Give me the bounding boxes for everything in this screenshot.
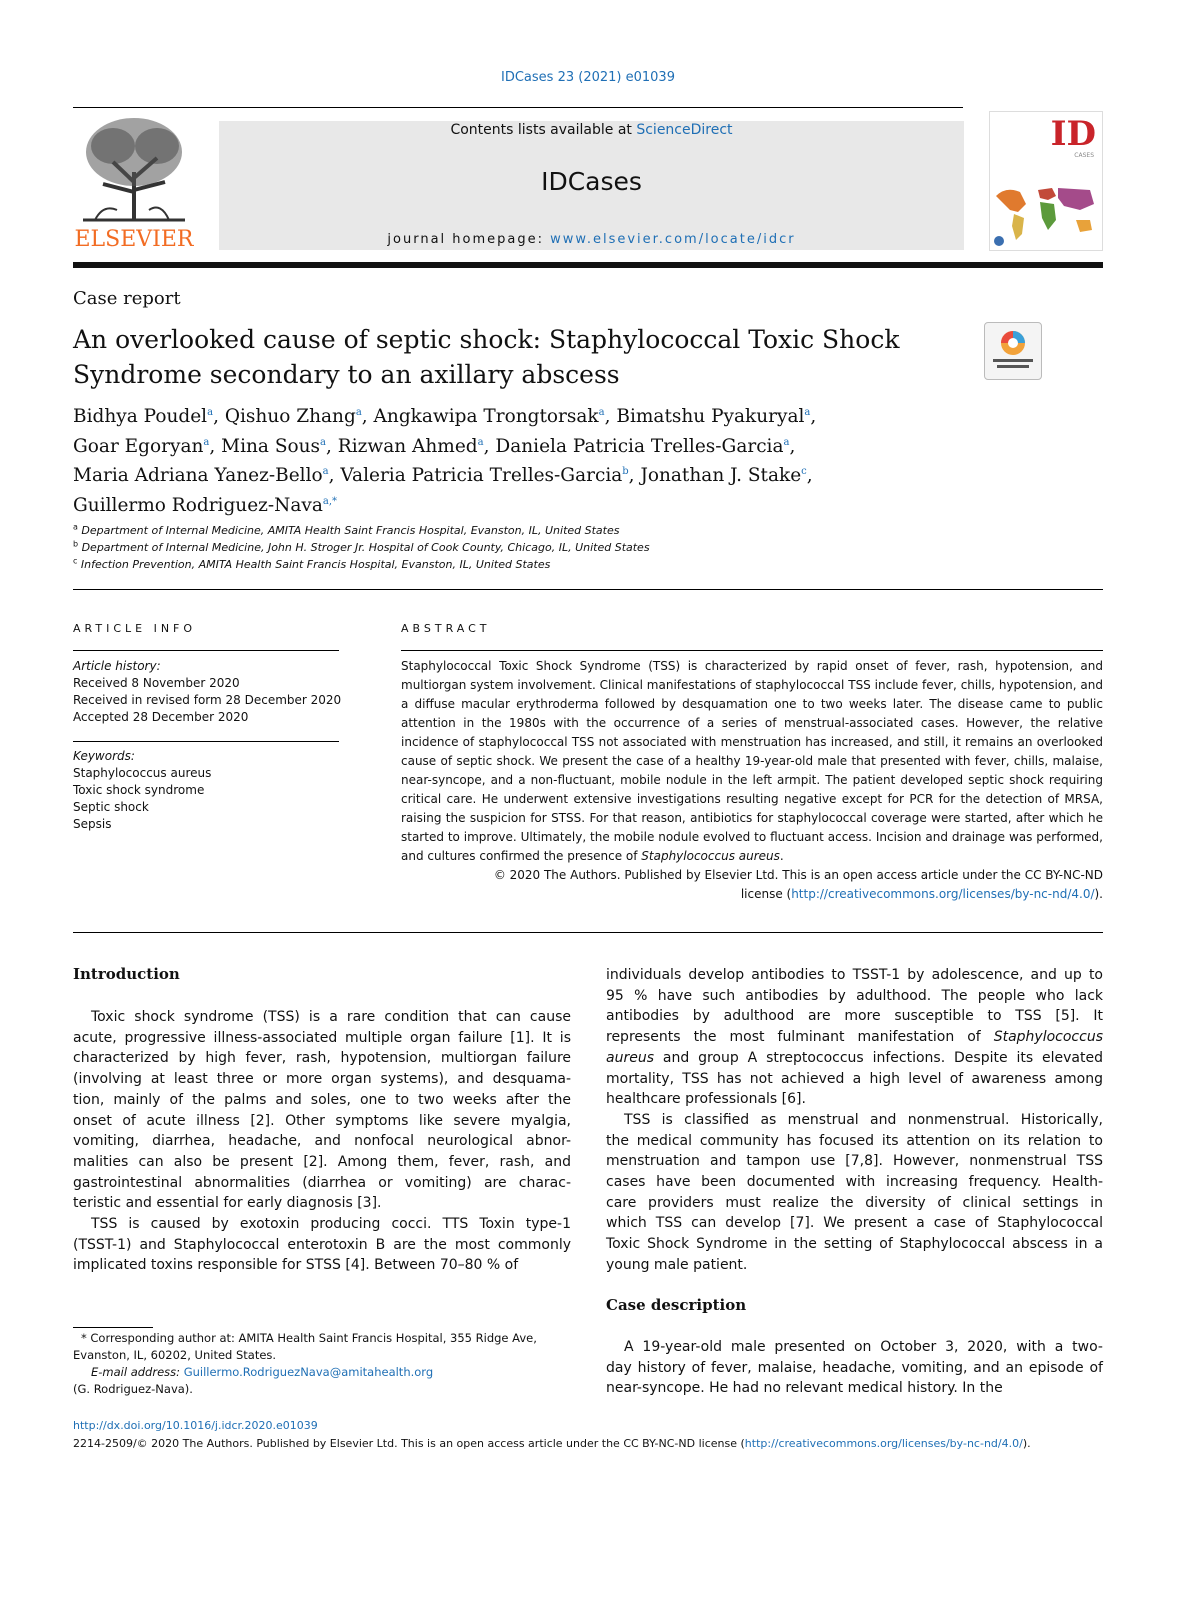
case-description-heading: Case description xyxy=(606,1296,747,1314)
keyword: Sepsis xyxy=(73,817,112,831)
body-line: aureus and group A streptococcus infections. Despite its elevated xyxy=(606,1049,1103,1066)
body-line: antibodies by adulthood are more susceptible to TSS [5]. It xyxy=(606,1008,1103,1025)
affiliation-text: Department of Internal Medicine, AMITA Health Saint Francis Hospital, Evanston, IL, United States xyxy=(81,524,620,537)
affiliation-text: Infection Prevention, AMITA Health Saint Francis Hospital, Evanston, IL, United States xyxy=(80,558,551,571)
homepage-line xyxy=(219,232,964,247)
author-affiliation-mark[interactable]: a xyxy=(477,436,484,448)
author-name[interactable]: Rizwan Ahmed xyxy=(337,435,478,457)
homepage-prefix: journal homepage: xyxy=(387,232,551,247)
article-type: Case report xyxy=(73,288,181,309)
footnote-star: * xyxy=(81,1331,87,1345)
body-line: A 19-year-old male presented on October 3, 2020, with a two- xyxy=(624,1339,1103,1355)
body-line: (TSST-1) and Staphylococcal enterotoxin B are the most commonly xyxy=(73,1236,571,1253)
article-info-rule xyxy=(73,650,339,651)
accepted-date: Accepted 28 December 2020 xyxy=(73,710,249,724)
body-line: near-syncope. He had no relevant medical history. In the xyxy=(606,1380,1003,1397)
introduction-heading: Introduction xyxy=(73,965,180,983)
author-name[interactable]: Maria Adriana Yanez-Bello xyxy=(73,465,323,486)
cover-subtitle: CASES xyxy=(1074,152,1094,159)
author-affiliation-mark[interactable]: a,* xyxy=(322,495,338,507)
body-line: menstruation and tampon use [7,8]. However, nonmenstrual TSS xyxy=(606,1153,1103,1170)
affiliation-c xyxy=(73,558,550,571)
abstract-license-link[interactable]: http://creativecommons.org/licenses/by-nc-nd/4.0/ xyxy=(791,887,1095,901)
body-line: care providers must realize the diversity of clinical settings in xyxy=(606,1194,1103,1211)
abstract-end: . xyxy=(779,849,784,863)
article-history xyxy=(73,658,343,726)
section-rule xyxy=(73,589,1103,590)
abstract-copyright: © 2020 The Authors. Published by Elsevier Ltd. This is an open access article under the CC BY-NC-ND xyxy=(493,868,1103,882)
abstract-bottom-rule xyxy=(73,932,1103,933)
received-date: Received 8 November 2020 xyxy=(73,676,240,690)
header-top-rule xyxy=(73,107,963,108)
author-name[interactable]: Valeria Patricia Trelles-Garcia xyxy=(340,465,623,486)
body-line: represents the most fulminant manifestation of Staphylococcus xyxy=(606,1029,1103,1046)
abstract-italic: Staphylococcus aureus xyxy=(641,849,780,863)
issn-license-line xyxy=(73,1437,1113,1450)
affiliation-text: Department of Internal Medicine, John H. Stroger Jr. Hospital of Cook County, Chicago, IL, United States xyxy=(81,541,650,554)
cover-title: ID xyxy=(1050,114,1096,154)
abstract-license xyxy=(401,885,1103,904)
keyword: Toxic shock syndrome xyxy=(73,783,205,797)
history-label: Article history: xyxy=(73,659,161,673)
article-info-heading: ARTICLE INFO xyxy=(73,622,197,635)
affiliation-a xyxy=(73,524,619,537)
body-line: characterized by high fever, rash, hypotension, multiorgan failure xyxy=(73,1050,571,1067)
sciencedirect-link[interactable]: ScienceDirect xyxy=(636,122,733,138)
cover-world-map-icon xyxy=(992,182,1100,244)
case-description-text xyxy=(606,1337,1103,1399)
cover-badge-icon xyxy=(994,236,1004,246)
abstract-rule xyxy=(401,650,1103,651)
footer-license-suffix: ). xyxy=(1022,1437,1031,1450)
author-name[interactable]: Jonathan J. Stake xyxy=(640,465,802,486)
author-name[interactable]: Bidhya Poudel xyxy=(73,406,208,427)
body-line: 95 % have such antibodies by adulthood. The people who lack xyxy=(606,987,1103,1004)
keywords-block xyxy=(73,748,343,833)
doi-link[interactable]: http://dx.doi.org/10.1016/j.idcr.2020.e01039 xyxy=(73,1419,318,1432)
license-prefix: license ( xyxy=(740,887,792,901)
journal-cover xyxy=(989,111,1103,251)
keywords-label: Keywords: xyxy=(73,749,135,763)
right-column-text xyxy=(606,965,1103,1276)
body-line: teristic and essential for early diagnosis [3]. xyxy=(73,1195,382,1212)
issn-text: 2214-2509/© 2020 The Authors. Published by Elsevier Ltd. This is an open access article under the CC BY-NC-ND license ( xyxy=(73,1437,745,1450)
body-line: TSS is classified as menstrual and nonmenstrual. Historically, xyxy=(624,1111,1103,1128)
body-line: tion, mainly of the palms and soles, one to two weeks after the xyxy=(73,1091,571,1108)
homepage-link[interactable]: www.elsevier.com/locate/idcr xyxy=(550,232,796,247)
check-updates-icon xyxy=(985,323,1041,379)
author-name[interactable]: Qishuo Zhang xyxy=(224,406,356,427)
author-affiliation-mark[interactable]: a xyxy=(598,406,605,418)
author-affiliation-mark[interactable]: a xyxy=(322,465,329,477)
abstract-heading: ABSTRACT xyxy=(401,622,491,635)
author-affiliation-mark[interactable]: a xyxy=(804,406,811,418)
journal-reference[interactable]: IDCases 23 (2021) e01039 xyxy=(501,70,675,85)
author-affiliation-mark[interactable]: a xyxy=(783,436,790,448)
body-line: onset of acute illness [2]. Other symptoms like severe myalgia, xyxy=(73,1112,571,1129)
affiliation-mark: a xyxy=(73,522,78,532)
abstract-text xyxy=(401,657,1103,904)
check-for-updates-button[interactable] xyxy=(984,322,1042,380)
email-link[interactable]: Guillermo.RodriguezNava@amitahealth.org xyxy=(183,1365,434,1379)
author-name[interactable]: Bimatshu Pyakuryal xyxy=(616,406,805,427)
author-list: Bidhya Poudel$^a$, Qishuo Zhang$^a$, Angkawipa Trongtorsak$^a$, Bimatshu Pyakuryal$^a$, Goar Egoryan$^a$, Mina Sous$^a$, Rizwan Ahmed$^a$, Daniela Patricia Trelles-Garcia$^a$, Maria Adriana Yanez-Bello$^a$, Valeria Patricia Trelles-Garcia$^b$, Jonathan J. Stake$^c$, Guillermo Rodriguez-Nava$^{a,*}$ xyxy=(73,406,817,516)
title-line-1: An overlooked cause of septic shock: Staphylococcal Toxic Shock xyxy=(73,325,900,354)
body-line: Toxic shock syndrome (TSS) is a rare condition that can cause xyxy=(91,1009,571,1025)
footnote-author: Corresponding author at: AMITA Health Saint Francis Hospital, 355 Ridge Ave, xyxy=(90,1331,537,1345)
contents-line xyxy=(219,122,964,138)
affiliation-mark: b xyxy=(73,539,79,549)
article-title xyxy=(73,322,953,392)
body-line: (involving at least three or more organ systems), and desquama- xyxy=(73,1071,571,1088)
affiliation-b xyxy=(73,541,650,554)
email-label: E-mail address: xyxy=(91,1365,184,1379)
body-line: Toxic Shock Syndrome in the setting of Staphylococcal abscess in a xyxy=(606,1236,1103,1253)
body-line: young male patient. xyxy=(606,1256,748,1273)
left-column-text xyxy=(73,1007,571,1276)
body-line: vomiting, diarrhea, headache, and nonfocal neurological abnor- xyxy=(73,1133,571,1150)
footnote-email-line xyxy=(73,1364,573,1381)
footnote-address: Evanston, IL, 60202, United States. xyxy=(73,1348,277,1362)
author-name[interactable]: Guillermo Rodriguez-Nava xyxy=(73,494,323,516)
body-line: cases have been documented with increasing frequency. Health- xyxy=(606,1174,1103,1191)
author-name[interactable]: Daniela Patricia Trelles-Garcia xyxy=(495,435,784,457)
title-line-2: Syndrome secondary to an axillary abscess xyxy=(73,360,620,389)
author-affiliation-mark[interactable]: a xyxy=(203,436,210,448)
author-affiliation-mark[interactable]: c xyxy=(801,465,807,477)
author-affiliation-mark[interactable]: a xyxy=(320,436,327,448)
species-name: Staphylococcus xyxy=(993,1029,1103,1046)
email-owner: (G. Rodriguez-Nava). xyxy=(73,1382,193,1396)
revised-date: Received in revised form 28 December 2020 xyxy=(73,693,342,707)
journal-name: IDCases xyxy=(541,167,642,196)
header-thick-rule xyxy=(73,262,1103,268)
abstract-main: Staphylococcal Toxic Shock Syndrome (TSS) is characterized by rapid onset of fever, rash, hypotension, and multiorgan system involvement. Clinical manifestations of staphylococcal TSS include fever, chills, hypotension, and a diffuse macular erythroderma followed by desquamation one to two weeks later. The disease came to public attention in the 1980s with the occurrence of a series of menstrual-associated cases. However, the relative incidence of staphylococcal TSS not associated with menstruation has increased, and still, it remains an overlooked cause of septic shock. We present the case of a healthy 19-year-old male that presented with fever, chills, malaise, near-syncope, and a non-fluctuant, mobile nodule in the left armpit. The patient developed septic shock requiring critical care. He underwent extensive investigations resulting negative except for PCR for the detection of MRSA, raising the suspicion for STSS. For that reason, antibiotics for staphylococcal coverage were started, after which he started to improve. Ultimately, the mobile nodule evolved to fluctuant access. Incision and drainage was performed, and cultures confirmed the presence of xyxy=(401,659,1103,863)
elsevier-wordmark: ELSEVIER xyxy=(74,227,194,252)
body-line: mortality, TSS has not achieved a high level of awareness among xyxy=(606,1070,1103,1087)
body-line: the medical community has focused its attention on its relation to xyxy=(606,1132,1103,1149)
affiliation-mark: c xyxy=(73,556,78,566)
contents-prefix: Contents lists available at xyxy=(450,122,637,138)
body-line: individuals develop antibodies to TSST-1 by adolescence, and up to xyxy=(606,967,1103,983)
author-name[interactable]: Mina Sous xyxy=(221,435,321,457)
footnote-rule xyxy=(73,1327,153,1328)
body-line: TSS is caused by exotoxin producing cocci. TTS Toxin type-1 xyxy=(91,1216,571,1233)
body-line: healthcare professionals [6]. xyxy=(606,1091,806,1108)
body-line: implicated toxins responsible for STSS [4]. Between 70–80 % of xyxy=(73,1257,519,1274)
author-affiliation-mark[interactable]: b xyxy=(622,465,629,477)
keywords-rule xyxy=(73,741,339,742)
body-line: malities can also be present [2]. Among them, fever, rash, and xyxy=(73,1153,571,1170)
keyword: Staphylococcus aureus xyxy=(73,766,212,780)
license-suffix: ). xyxy=(1094,887,1103,901)
footer-license-link[interactable]: http://creativecommons.org/licenses/by-nc-nd/4.0/ xyxy=(744,1437,1023,1450)
species-name: aureus xyxy=(606,1049,654,1066)
footnote xyxy=(73,1330,573,1398)
body-line: day history of fever, malaise, headache, vomiting, and an episode of xyxy=(606,1359,1103,1376)
body-line: which TSS can develop [7]. We present a case of Staphylococcal xyxy=(606,1215,1103,1232)
author-name[interactable]: Goar Egoryan xyxy=(73,435,204,457)
author-affiliation-mark[interactable]: a xyxy=(355,406,362,418)
keyword: Septic shock xyxy=(73,800,149,814)
author-affiliation-mark[interactable]: a xyxy=(207,406,214,418)
body-line: gastrointestinal abnormalities (diarrhea or vomiting) are charac- xyxy=(73,1174,571,1191)
author-name[interactable]: Angkawipa Trongtorsak xyxy=(373,406,599,427)
footnote-line-1 xyxy=(73,1330,573,1347)
body-line: acute, progressive illness-associated multiple organ failure [1]. It is xyxy=(73,1029,571,1046)
